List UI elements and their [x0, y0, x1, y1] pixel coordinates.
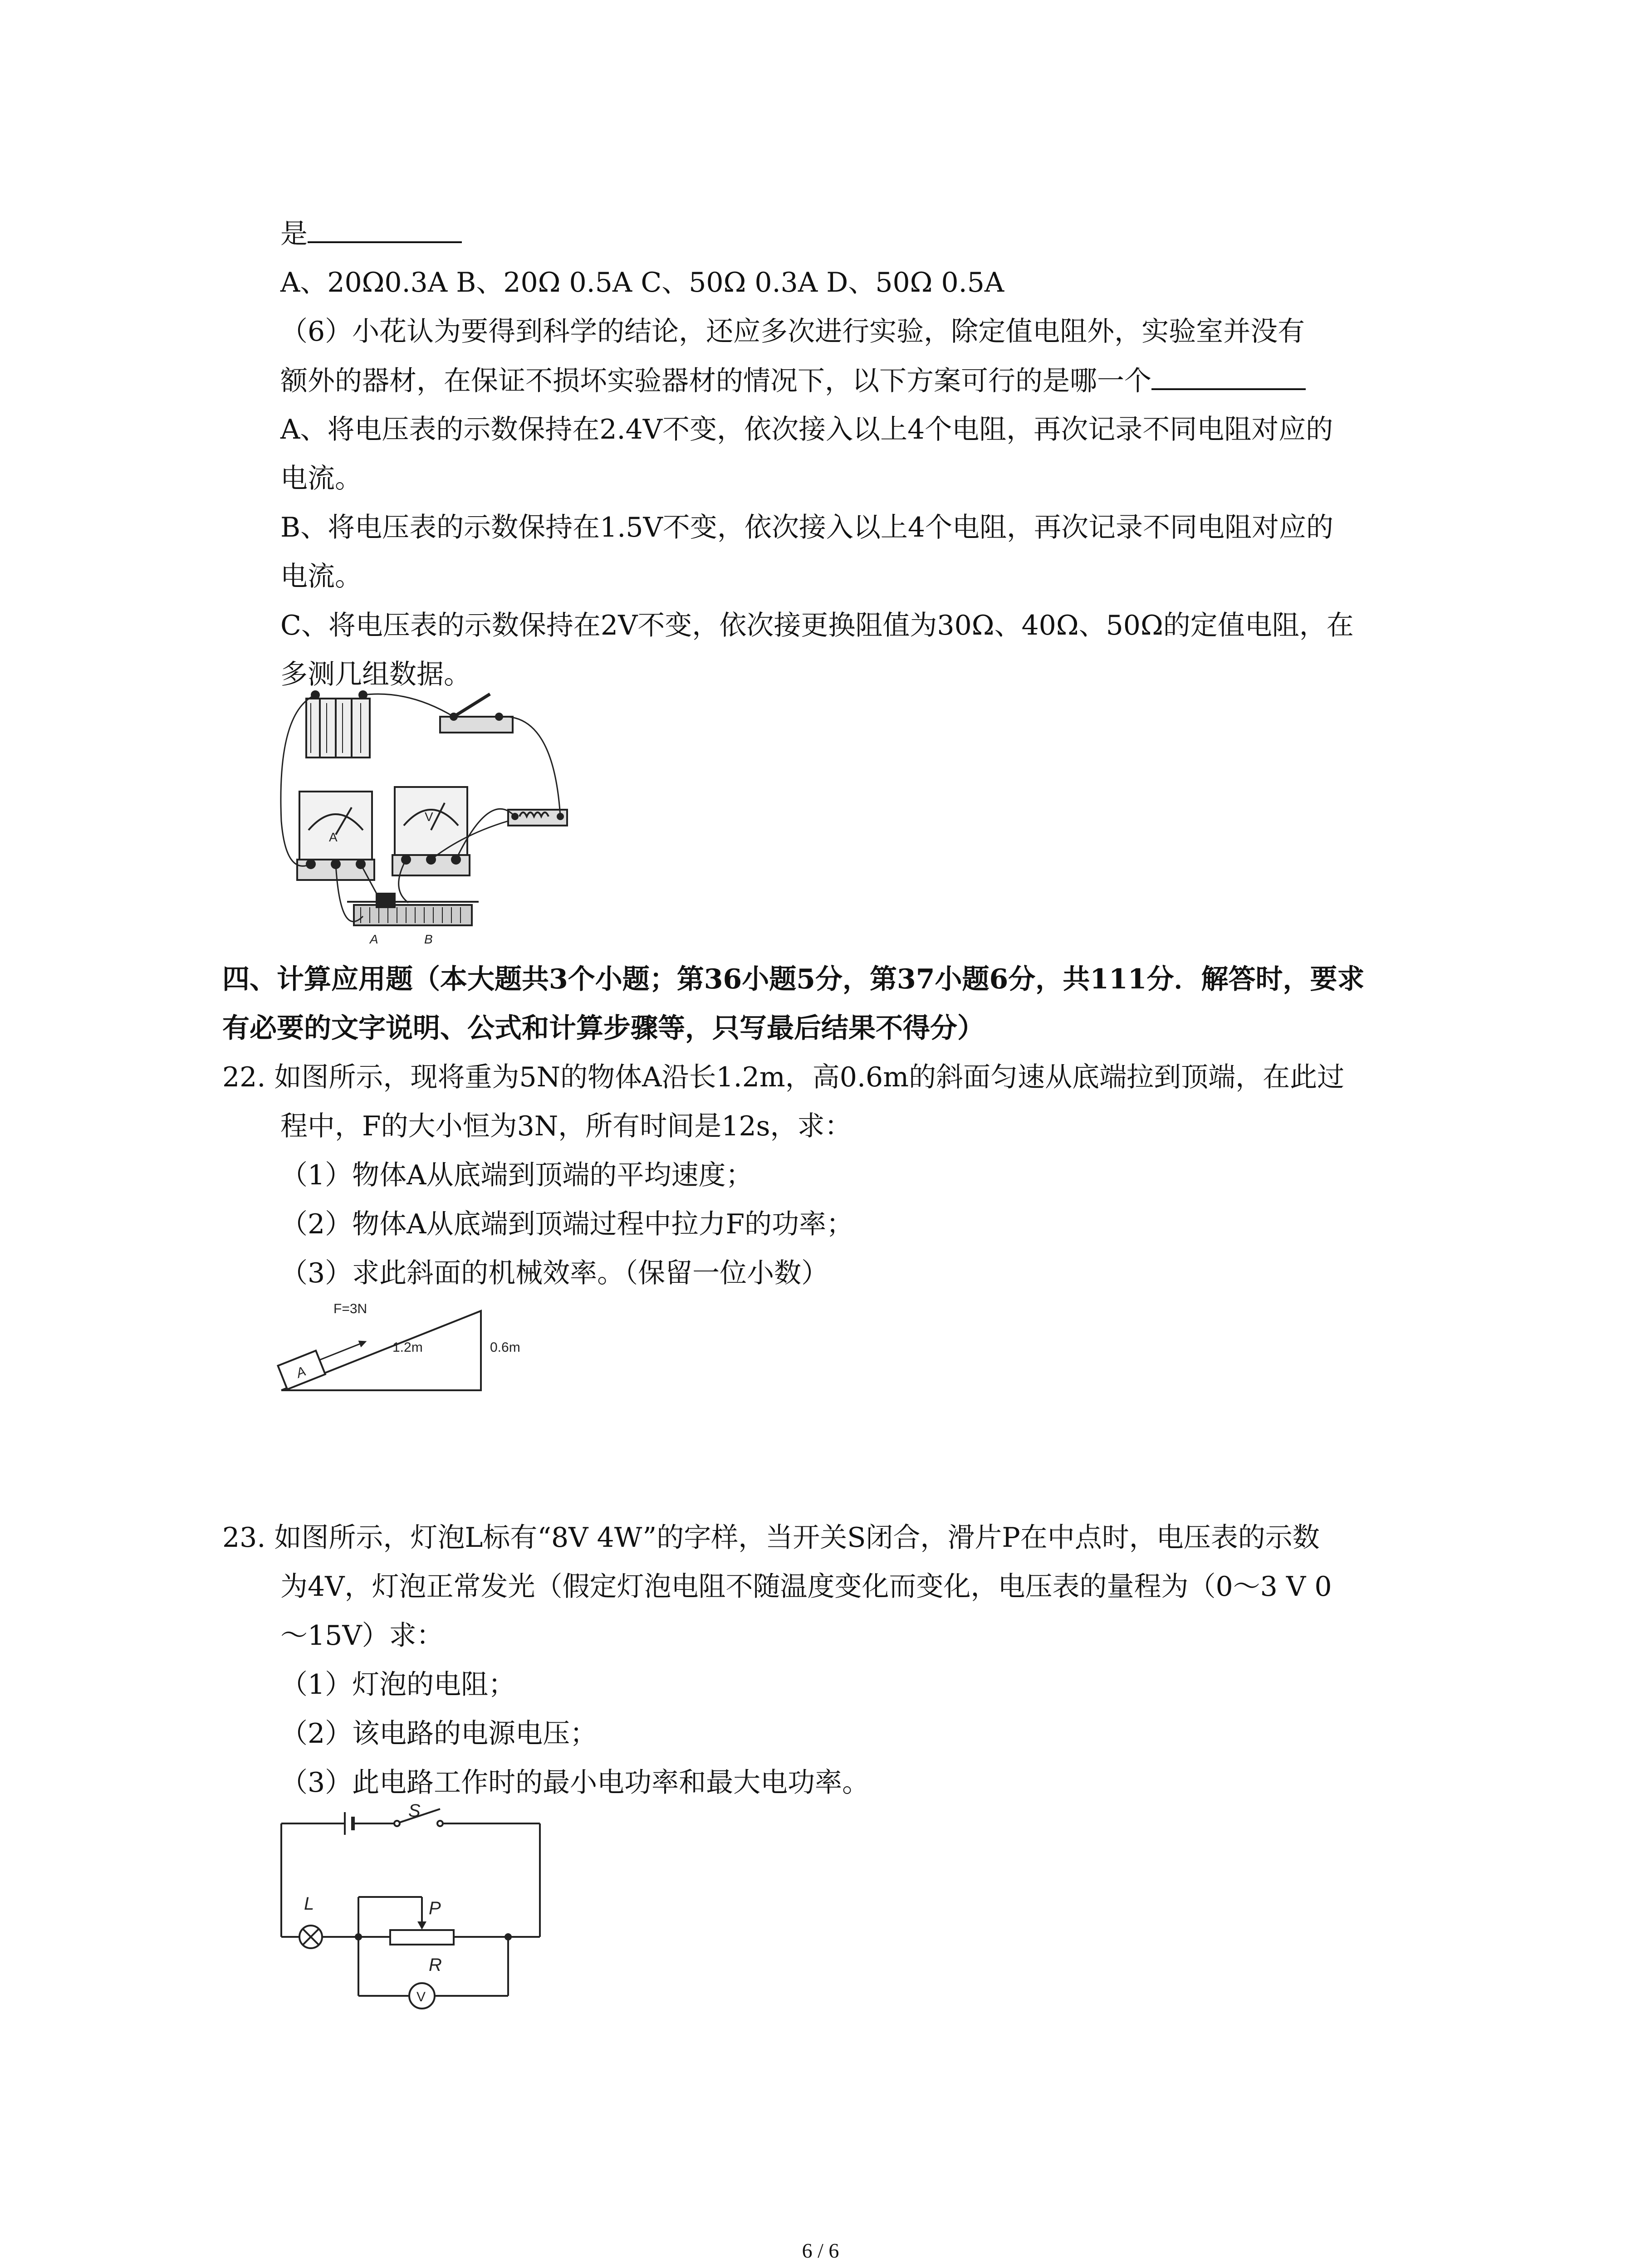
sliding-rheostat	[347, 894, 479, 946]
section4-heading-line1: 四、计算应用题（本大题共3个小题；第36小题5分，第37小题6分，共111分．解答时，要求	[222, 963, 1365, 995]
q22-sub1: （1）物体A从底端到顶端的平均速度；	[280, 1159, 753, 1191]
q23-stem-line3: ～15V）求：	[280, 1620, 444, 1652]
switch-contact	[394, 1821, 400, 1826]
option-a-line2: 电流。	[280, 463, 362, 494]
page-number: 6 / 6	[802, 2239, 839, 2262]
answer-blank	[308, 213, 462, 243]
force-label: F=3N	[333, 1301, 367, 1316]
slider-arrow	[417, 1921, 426, 1930]
battery-pack	[306, 691, 370, 758]
q23-sub3: （3）此电路工作时的最小电功率和最大电功率。	[280, 1767, 870, 1799]
section4-heading-line2: 有必要的文字说明、公式和计算步骤等，只写最后结果不得分）	[222, 1012, 985, 1044]
q22-sub2: （2）物体A从底端到顶端过程中拉力F的功率；	[280, 1208, 854, 1240]
knife-switch	[440, 694, 513, 733]
q23-sub1: （1）灯泡的电阻；	[280, 1669, 516, 1701]
q22-stem-line1: 22. 如图所示，现将重为5N的物体A沿长1.2m，高0.6m的斜面匀速从底端拉到顶端，在此过	[222, 1061, 1345, 1093]
q23-stem-line2: 为4V，灯泡正常发光（假定灯泡电阻不随温度变化而变化，电压表的量程为（0～3 V 0	[280, 1571, 1332, 1603]
voltmeter-label: V	[416, 1989, 426, 2004]
fixed-resistor	[508, 810, 567, 826]
option-a-line1: A、将电压表的示数保持在2.4V不变，依次接入以上4个电阻，再次记录不同电阻对应的	[280, 414, 1333, 445]
circuit-diagram	[272, 1801, 554, 2014]
part6-line2	[280, 360, 1306, 401]
lamp-label: L	[304, 1894, 314, 1914]
q22-stem-line2: 程中，F的大小恒为3N，所有时间是12s，求：	[280, 1110, 852, 1142]
answer-blank	[1151, 360, 1306, 390]
rheostat-label: R	[429, 1955, 442, 1975]
switch-label: S	[408, 1801, 421, 1821]
rheostat	[390, 1930, 454, 1945]
q22-sub3: （3）求此斜面的机械效率。（保留一位小数）	[280, 1257, 829, 1289]
block-a-label: A	[294, 1364, 308, 1381]
lamp	[299, 1926, 322, 1948]
incline-figure	[272, 1293, 563, 1397]
option-b-line2: 电流。	[280, 561, 362, 592]
option-c-line2: 多测几组数据。	[280, 659, 471, 690]
force-arrow	[319, 1344, 359, 1360]
option-b-line1: B、将电压表的示数保持在1.5V不变，依次接入以上4个电阻，再次记录不同电阻对应的	[280, 512, 1334, 543]
text-is: 是	[280, 218, 308, 250]
part6-line1: （6）小花认为要得到科学的结论，还应多次进行实验，除定值电阻外，实验室并没有	[280, 316, 1305, 347]
length-label: 1.2m	[392, 1340, 423, 1355]
rheostat-end-a: A	[370, 932, 378, 946]
option-c-line1: C、将电压表的示数保持在2V不变，依次接更换阻值为30Ω、40Ω、50Ω的定值电阻，在	[280, 610, 1354, 641]
height-label: 0.6m	[490, 1340, 520, 1355]
voltmeter	[409, 1983, 435, 2009]
part6-line2-text: 额外的器材，在保证不损坏实验器材的情况下，以下方案可行的是哪一个	[280, 365, 1151, 397]
slider-label: P	[429, 1898, 441, 1918]
answer-line-is	[280, 213, 462, 254]
q23-sub2: （2）该电路的电源电压；	[280, 1718, 598, 1750]
voltmeter-label: V	[425, 810, 433, 824]
resistor-options: A、20Ω0.3A B、20Ω 0.5A C、50Ω 0.3A D、50Ω 0.5A	[280, 267, 1004, 298]
q23-stem-line1: 23. 如图所示，灯泡L标有“8V 4W”的字样，当开关S闭合，滑片P在中点时，电压表的示数	[222, 1522, 1320, 1554]
rheostat-end-b: B	[424, 932, 433, 946]
experiment-circuit-figure	[272, 685, 581, 948]
ammeter-label: A	[329, 830, 338, 844]
